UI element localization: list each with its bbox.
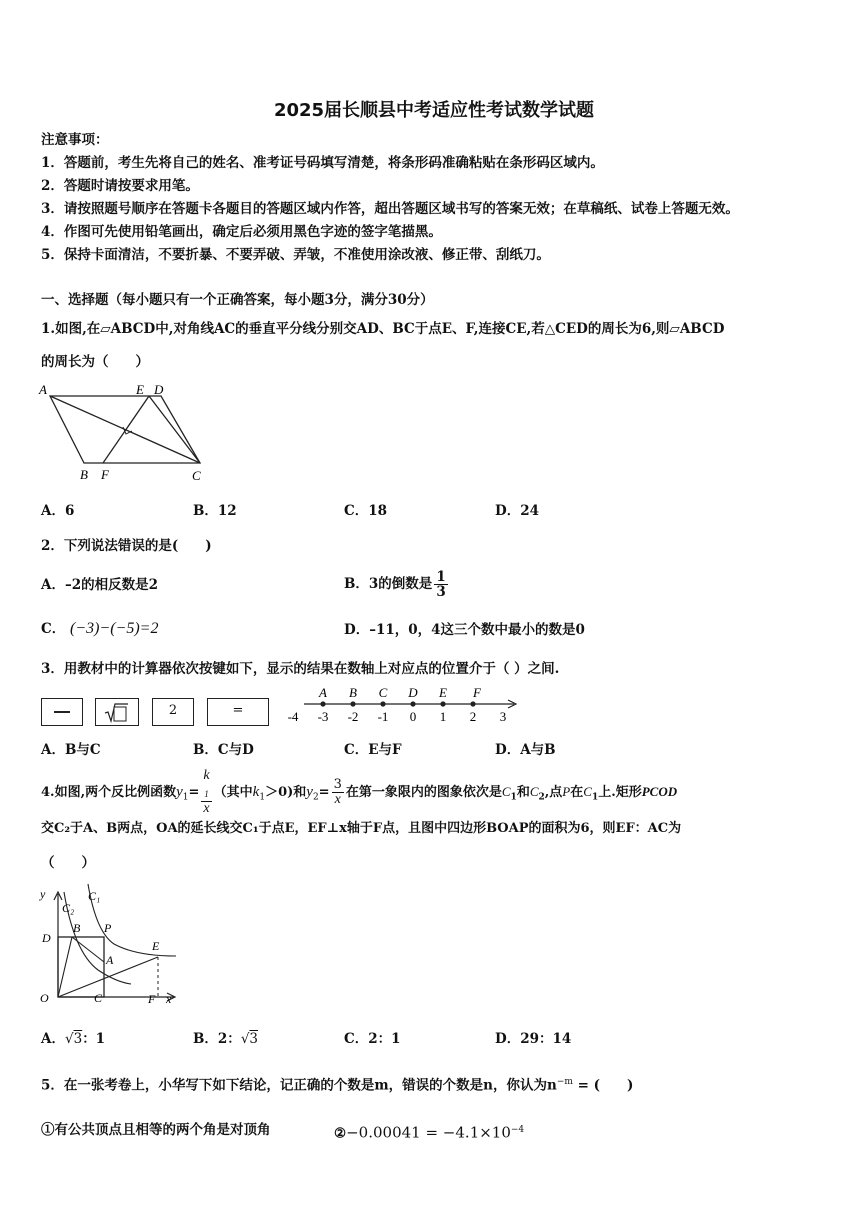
q2-option-b-text: B．3的倒数是: [344, 576, 433, 592]
label-A: A: [39, 382, 47, 397]
fraction: $\frac{1}{3}$: [436, 569, 446, 600]
point-c: [380, 701, 385, 706]
q2-option-c-expr: (−3)−(−5)=2: [69, 620, 159, 637]
question-4-line2: 交C₂于A、B两点，OA的延长线交C₁于点E，EF⊥x轴于F点，且图中四边形BOAP的面积为6，则EF：AC为: [41, 821, 682, 836]
point-f: [470, 701, 475, 706]
tick-label: -4: [287, 709, 299, 724]
q5-item-2: ②−0.00041 = $-4.1\times 10^{-4}$: [334, 1123, 525, 1142]
label-P: P: [104, 921, 112, 935]
question-5-stem: 5．在一张考卷上，小华写下如下结论，记正确的个数是m，错误的个数是n，你认为$n^{-m}$ = ( ): [41, 1077, 634, 1094]
notice-item: 3．请按照题号顺序在答题卡各题目的答题区域内作答，超出答题区域书写的答案无效；在草稿纸、试卷上答题无效。: [41, 201, 739, 217]
hyperbola-figure: [36, 882, 178, 1010]
question-4-line3: （ ）: [41, 855, 95, 871]
point-label: E: [439, 685, 447, 700]
label-B: B: [73, 921, 81, 935]
sqrt-key: [95, 698, 139, 726]
q3-option-a[interactable]: A．B与C: [41, 742, 101, 758]
minus-key: [41, 698, 83, 726]
point-e: [440, 701, 445, 706]
label-D: D: [154, 382, 164, 397]
tick-label: 1: [439, 709, 447, 724]
q3-option-d[interactable]: D．A与B: [495, 742, 556, 758]
q2-option-c[interactable]: [41, 620, 158, 638]
minus-icon: [54, 711, 70, 713]
q2-option-d[interactable]: D．–11，0，4这三个数中最小的数是0: [344, 622, 585, 638]
section-heading: 一、选择题（每小题只有一个正确答案，每小题3分，满分30分）: [41, 292, 434, 308]
q1-option-d[interactable]: D．24: [495, 503, 539, 519]
parallelogram-figure: [36, 380, 221, 485]
q4-option-b[interactable]: B．2：√3: [193, 1031, 259, 1047]
question-3-stem: 3．用教材中的计算器依次按键如下，显示的结果在数轴上对应点的位置介于（ ）之间.: [41, 661, 560, 677]
point-label: A: [319, 685, 327, 700]
tick-label: -3: [317, 709, 329, 724]
q1-option-b[interactable]: B．12: [193, 503, 237, 519]
axis-label-y: y: [40, 887, 46, 901]
label-B: B: [80, 467, 88, 482]
q2-option-c-label: C．: [41, 621, 66, 637]
notice-item: 5．保持卡面清洁，不要折暴、不要弄破、弄皱，不准使用涂改液、修正带、刮纸刀。: [41, 247, 550, 263]
question-1-line1: 1.如图,在▱ABCD中,对角线AC的垂直平分线分别交AD、BC于点E、F,连接CE,若△CED的周长为6,则▱ABCD: [41, 321, 725, 337]
point-b: [350, 701, 355, 706]
q4-option-d[interactable]: D．29：14: [495, 1031, 572, 1047]
curve-label-c1: C₁: [88, 889, 101, 903]
tick-label: 0: [409, 709, 417, 724]
q1-option-c[interactable]: C．18: [344, 503, 388, 519]
equals-key-label: =: [232, 703, 244, 718]
label-C: C: [94, 991, 103, 1005]
point-label: D: [408, 685, 418, 700]
point-label: F: [473, 685, 481, 700]
equals-key: [207, 698, 269, 726]
point-label: C: [378, 685, 388, 700]
q4-option-c[interactable]: C．2：1: [344, 1031, 401, 1047]
tick-label: -2: [347, 709, 359, 724]
question-4-line1: 4.如图,两个反比例函数$y_1=$ k $_1$ x （其中$k_1>0$)和$y_2=$ $\frac{3}{x}$ 在第一象限内的图象依次是$C_1$和$C_2$,点P在$C_1$上.矩形PCOD: [41, 768, 678, 816]
curve-label-c2: C₂: [62, 901, 75, 915]
q2-option-b[interactable]: [344, 565, 450, 603]
sqrt-icon: [96, 699, 138, 725]
tick-label: 3: [499, 709, 507, 724]
tick-label: -1: [377, 709, 389, 724]
point-a: [320, 701, 325, 706]
label-A: A: [106, 953, 114, 967]
label-D: D: [42, 931, 51, 945]
point-label: B: [349, 685, 357, 700]
label-E: E: [136, 382, 144, 397]
tick-label: 2: [469, 709, 477, 724]
notice-item: 2．答题时请按要求用笔。: [41, 178, 199, 194]
q2-option-a[interactable]: A．–2的相反数是2: [41, 577, 159, 593]
q5-item-1: ①有公共顶点且相等的两个角是对顶角: [41, 1122, 271, 1138]
label-O: O: [40, 991, 49, 1005]
question-2-stem: 2．下列说法错误的是( ): [41, 538, 212, 554]
point-d: [410, 701, 415, 706]
two-key-label: 2: [168, 703, 178, 718]
label-F: F: [148, 992, 156, 1006]
number-line: [282, 684, 522, 724]
notice-heading: 注意事项：: [41, 132, 109, 148]
label-C: C: [192, 468, 201, 483]
exam-title: 2025届长顺县中考适应性考试数学试题: [273, 100, 595, 121]
q1-option-a[interactable]: A．6: [41, 503, 75, 519]
q4-option-a[interactable]: A．√3：1: [41, 1031, 106, 1047]
two-key: [152, 698, 194, 726]
q3-option-b[interactable]: B．C与D: [193, 742, 254, 758]
q3-option-c[interactable]: C．E与F: [344, 742, 402, 758]
axis-label-x: x: [166, 992, 172, 1006]
label-E: E: [152, 939, 160, 953]
label-F: F: [101, 467, 109, 482]
notice-item: 4．作图可先使用铅笔画出，确定后必须用黑色字迹的签字笔描黑。: [41, 224, 442, 240]
notice-item: 1．答题前，考生先将自己的姓名、准考证号码填写清楚，将条形码准确粘贴在条形码区域内。: [41, 155, 604, 171]
question-1-line2: 的周长为（ ）: [41, 354, 149, 370]
